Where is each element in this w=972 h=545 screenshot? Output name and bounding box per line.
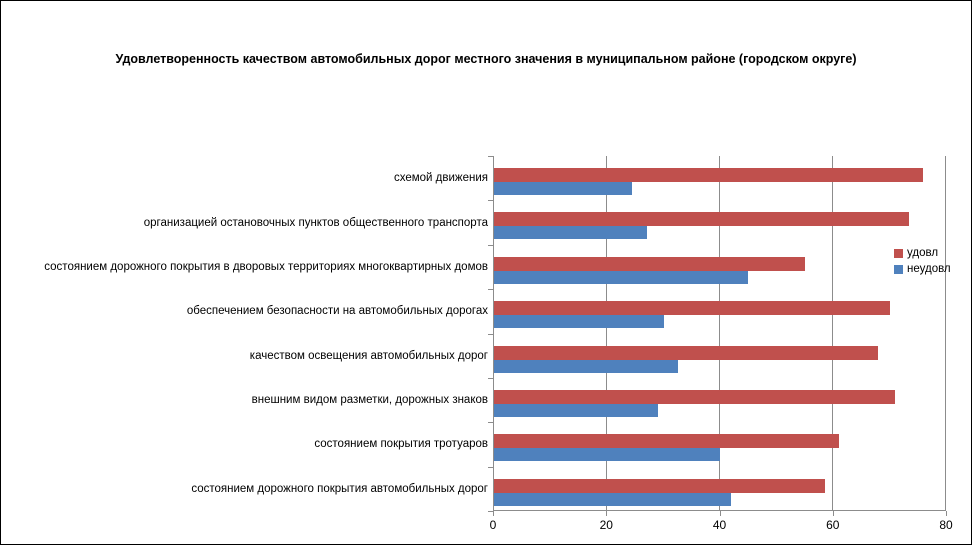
category-row bbox=[494, 467, 946, 511]
y-axis-tick bbox=[488, 467, 493, 468]
category-label: состоянием дорожного покрытия в дворовых территориях многоквартирных домов bbox=[44, 260, 488, 273]
bar-satisfied bbox=[494, 168, 923, 182]
x-axis-tick bbox=[606, 511, 607, 516]
bar-unsatisfied bbox=[494, 315, 664, 328]
bar-satisfied bbox=[494, 434, 839, 448]
legend-swatch-satisfied-icon bbox=[894, 249, 903, 258]
bar-satisfied bbox=[494, 257, 805, 271]
category-row bbox=[494, 422, 946, 466]
category-axis-labels bbox=[1, 156, 488, 511]
category-label: состоянием дорожного покрытия автомобильных дорог bbox=[191, 482, 488, 495]
bar-satisfied bbox=[494, 390, 895, 404]
legend-label-unsatisfied: неудовл bbox=[907, 263, 951, 275]
category-label: организацией остановочных пунктов общественного транспорта bbox=[143, 216, 488, 229]
bar-satisfied bbox=[494, 479, 825, 493]
category-row bbox=[494, 378, 946, 422]
bar-unsatisfied bbox=[494, 271, 748, 284]
y-axis-tick bbox=[488, 289, 493, 290]
y-axis-tick bbox=[488, 378, 493, 379]
x-axis-tick-label: 20 bbox=[599, 518, 613, 532]
category-row bbox=[494, 289, 946, 333]
x-axis-tick-label: 60 bbox=[826, 518, 840, 532]
y-axis-tick bbox=[488, 156, 493, 157]
bar-satisfied bbox=[494, 212, 909, 226]
y-axis-tick bbox=[488, 200, 493, 201]
x-axis-tick bbox=[946, 511, 947, 516]
legend bbox=[894, 247, 951, 275]
bar-unsatisfied bbox=[494, 360, 678, 373]
legend-item-unsatisfied bbox=[894, 263, 951, 275]
legend-swatch-unsatisfied-icon bbox=[894, 265, 903, 274]
category-label: обеспечением безопасности на автомобильных дорогах bbox=[186, 305, 488, 318]
category-row bbox=[494, 200, 946, 244]
y-axis-tick bbox=[488, 334, 493, 335]
legend-item-satisfied bbox=[894, 247, 951, 259]
bar-satisfied bbox=[494, 301, 890, 315]
category-label: состоянием покрытия тротуаров bbox=[314, 438, 488, 451]
category-row bbox=[494, 156, 946, 200]
x-axis-tick bbox=[833, 511, 834, 516]
plot-area bbox=[493, 156, 946, 511]
category-label: качеством освещения автомобильных дорог bbox=[249, 349, 488, 362]
x-axis-tick bbox=[493, 511, 494, 516]
bar-unsatisfied bbox=[494, 448, 720, 461]
x-axis-tick-label: 40 bbox=[712, 518, 727, 532]
bar-unsatisfied bbox=[494, 404, 658, 417]
y-axis-tick bbox=[488, 422, 493, 423]
category-row bbox=[494, 334, 946, 378]
bar-unsatisfied bbox=[494, 182, 632, 195]
x-axis-tick-label: 80 bbox=[939, 518, 953, 532]
x-axis-tick-label: 0 bbox=[489, 518, 497, 532]
y-axis-tick bbox=[488, 245, 493, 246]
chart-title: Удовлетворенность качеством автомобильных дорог местного значения в муниципальном районе (городском округе) bbox=[115, 52, 857, 66]
category-row bbox=[494, 245, 946, 289]
bar-unsatisfied bbox=[494, 226, 647, 239]
category-label: внешним видом разметки, дорожных знаков bbox=[251, 394, 488, 407]
category-label: схемой движения bbox=[393, 172, 488, 185]
bar-satisfied bbox=[494, 346, 878, 360]
bar-unsatisfied bbox=[494, 493, 731, 506]
x-axis-tick bbox=[720, 511, 721, 516]
legend-label-satisfied: удовл bbox=[907, 247, 939, 259]
